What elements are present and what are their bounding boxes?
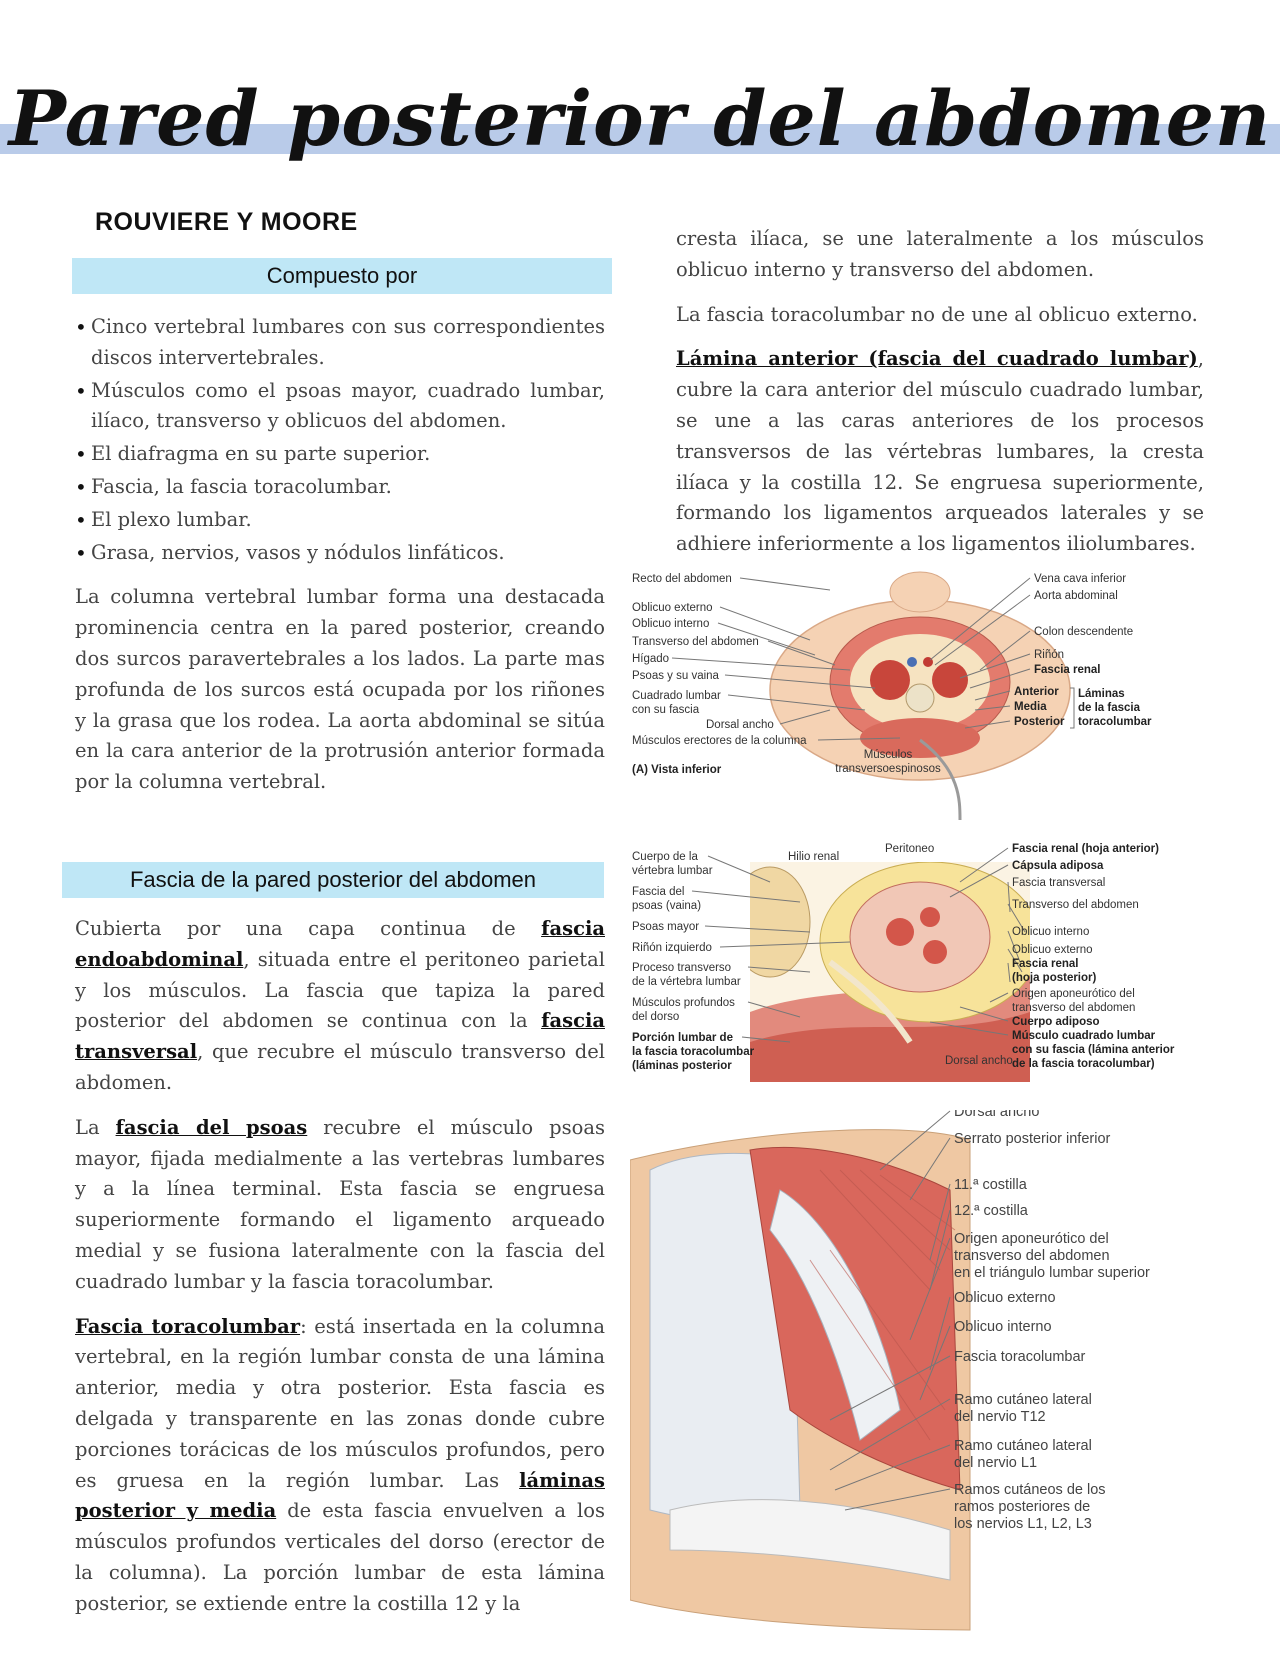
- label: de la vértebra lumbar: [632, 976, 741, 988]
- label: toracolumbar: [1078, 716, 1152, 728]
- text: La: [75, 1115, 116, 1139]
- page-title: Pared posterior del abdomen: [8, 74, 1272, 163]
- paragraph-cresta: cresta ilíaca, se une lateralmente a los músculos oblicuo interno y transverso del abdomen.: [676, 227, 1204, 281]
- label: Láminas: [1078, 688, 1125, 700]
- text: , cubre la cara anterior del músculo cuadrado lumbar, se une a las caras anteriores de los procesos transversos de las vértebras lumbares, la cresta ilíaca y la costilla 12. Se engruesa superiormente, formando los ligamentos arqueados laterales y se adhiere inferiormente a los ligamentos iliolumbares.: [676, 347, 1204, 556]
- label: de la fascia toracolumbar): [1012, 1058, 1155, 1070]
- list-item: • Cinco vertebral lumbares con sus correspondientes discos intervertebrales.: [75, 312, 605, 374]
- paragraph-psoas: [75, 1113, 605, 1298]
- label: Fascia renal: [1034, 664, 1101, 676]
- label: Aorta abdominal: [1034, 590, 1118, 602]
- list-item: • El diafragma en su parte superior.: [75, 439, 605, 470]
- label: Oblicuo interno: [1012, 926, 1090, 938]
- list-item: • Grasa, nervios, vasos y nódulos linfáticos.: [75, 538, 605, 569]
- label: 12.ª costilla: [954, 1203, 1028, 1219]
- label: con su fascia: [632, 704, 700, 716]
- label: Oblicuo externo: [954, 1290, 1056, 1306]
- label: Hígado: [632, 653, 670, 665]
- label: Transverso del abdomen: [1012, 899, 1139, 911]
- term-fascia-endoabdominal: fascia endoabdominal: [75, 917, 605, 971]
- label: (hoja posterior): [1012, 972, 1097, 984]
- label: Psoas y su vaina: [632, 670, 719, 682]
- label: Vena cava inferior: [1034, 573, 1127, 585]
- label: en el triángulo lumbar superior: [954, 1265, 1150, 1281]
- label: vértebra lumbar: [632, 865, 713, 877]
- label: con su fascia (lámina anterior: [1012, 1044, 1175, 1056]
- term-fascia-psoas: fascia del psoas: [115, 1115, 308, 1139]
- kidney-illustration: [630, 842, 1250, 1102]
- label: Fascia toracolumbar: [954, 1349, 1086, 1365]
- label: Dorsal ancho: [954, 1110, 1040, 1120]
- label: Oblicuo externo: [632, 602, 713, 614]
- figure1-right-labels: [1014, 573, 1152, 728]
- label: Recto del abdomen: [632, 573, 732, 585]
- label: psoas (vaina): [632, 900, 702, 912]
- label: Ramo cutáneo lateral: [954, 1392, 1092, 1408]
- label: Origen aponeurótico del: [1012, 988, 1135, 1000]
- list-item: • Fascia, la fascia toracolumbar.: [75, 472, 605, 503]
- label: Riñón izquierdo: [632, 942, 712, 954]
- label: Riñón: [1034, 649, 1065, 661]
- label: Ramos cutáneos de los: [954, 1482, 1106, 1498]
- paragraph-columna: La columna vertebral lumbar forma una destacada prominencia centra en la pared posterior, creando dos surcos paravertebrales a los lados. La parte mas profunda de los surcos está ocupada por los riñones y la grasa que los rodea. La aorta abdominal se sitúa en la cara anterior de la protrusión anterior formada por la columna vertebral.: [75, 585, 605, 794]
- paragraph-oblicuo: La fascia toracolumbar no de une al oblicuo externo.: [676, 302, 1198, 326]
- figure-pared-posterior: [630, 1110, 1250, 1650]
- subtitle: ROUVIERE Y MOORE: [95, 208, 358, 236]
- label: Dorsal ancho: [706, 719, 774, 731]
- section-heading-fascia: Fascia de la pared posterior del abdomen: [62, 862, 604, 898]
- term-laminas: láminas posterior y media: [75, 1468, 605, 1523]
- dorsal-dissection-illustration: [630, 1110, 1250, 1650]
- composition-list-container: [75, 312, 605, 798]
- text: : está insertada en la columna vertebral, en la región lumbar consta de una lámina anterior, media y otra posterior. Esta fascia es delgada y transparente en las zonas donde cubre porciones torácicas de los músculos profundos, pero es gruesa en la región lumbar. Las: [75, 1314, 605, 1492]
- figure-vista-inferior: [630, 570, 1250, 820]
- label: Peritoneo: [885, 843, 935, 855]
- label: Transverso del abdomen: [632, 636, 759, 648]
- label: Fascia renal: [1012, 958, 1079, 970]
- label: Músculos erectores de la columna: [632, 735, 807, 747]
- label: Media: [1014, 701, 1047, 713]
- label: Fascia del: [632, 886, 685, 898]
- label: Hilio renal: [788, 851, 840, 863]
- label: (láminas posterior: [632, 1060, 732, 1072]
- paragraph-lamina-anterior: [676, 344, 1204, 560]
- list-item: • El plexo lumbar.: [75, 505, 605, 536]
- label: Oblicuo interno: [954, 1319, 1052, 1335]
- label: Oblicuo externo: [1012, 944, 1093, 956]
- label: Anterior: [1014, 686, 1059, 698]
- text: de esta fascia envuelven a los músculos profundos verticales del dorso (erector de la columna). La porción lumbar de esta lámina posterior, se extiende entre la costilla 12 y la: [75, 1499, 605, 1615]
- list-item: • Músculos como el psoas mayor, cuadrado lumbar, ilíaco, transverso y oblicuos del abdomen.: [75, 376, 605, 438]
- label: del dorso: [632, 1011, 680, 1023]
- label: Oblicuo interno: [632, 618, 710, 630]
- label: Colon descendente: [1034, 626, 1134, 638]
- label: Cuadrado lumbar: [632, 690, 721, 702]
- label: los nervios L1, L2, L3: [954, 1516, 1092, 1532]
- figure-fascia-renal: [630, 842, 1250, 1102]
- label: Músculo cuadrado lumbar: [1012, 1030, 1156, 1042]
- label: Psoas mayor: [632, 921, 700, 933]
- right-text-container: [676, 224, 1204, 560]
- label: transverso del abdomen: [1012, 1002, 1136, 1014]
- label: transverso del abdomen: [954, 1248, 1110, 1264]
- term-fascia-toracolumbar: Fascia toracolumbar: [75, 1314, 301, 1338]
- term-fascia-transversal: fascia transversal: [75, 1009, 605, 1064]
- term-lamina-anterior: Lámina anterior (fascia del cuadrado lumbar): [676, 347, 1198, 371]
- label: 11.ª costilla: [954, 1177, 1027, 1193]
- label: Dorsal ancho: [945, 1055, 1013, 1067]
- label: Cápsula adiposa: [1012, 860, 1104, 872]
- text: recubre el músculo psoas mayor, fijada medialmente a las vertebras lumbares y a la línea terminal. Esta fascia se engruesa superiormente formando el ligamento arqueado medial y se fusiona lateralmente con la fascia del cuadrado lumbar y la fascia toracolumbar.: [75, 1115, 605, 1293]
- label: Músculos: [863, 749, 913, 761]
- label: Serrato posterior inferior: [954, 1131, 1111, 1147]
- fascia-text-container: [75, 914, 605, 1620]
- label: Origen aponeurótico del: [954, 1231, 1109, 1247]
- figure-caption: (A) Vista inferior: [632, 764, 722, 776]
- paragraph-toracolumbar: [75, 1312, 605, 1620]
- label: Fascia renal (hoja anterior): [1012, 843, 1159, 855]
- label: Fascia transversal: [1012, 877, 1106, 889]
- label: ramos posteriores de: [954, 1499, 1091, 1515]
- figure2-left-labels: [632, 851, 755, 1072]
- label: de la fascia: [1078, 702, 1141, 714]
- text: Cubierta por una capa continua de: [75, 917, 542, 940]
- paragraph-endoabdominal: [75, 914, 605, 1099]
- text: , situada entre el peritoneo parietal y los músculos. La fascia que tapiza la pared posterior del abdomen se continua con la: [75, 947, 605, 1033]
- label: Cuerpo de la: [632, 851, 698, 863]
- text: , que recubre el músculo transverso del abdomen.: [75, 1040, 605, 1094]
- label: del nervio L1: [954, 1455, 1038, 1471]
- label: Posterior: [1014, 716, 1065, 728]
- label: Ramo cutáneo lateral: [954, 1438, 1092, 1454]
- cross-section-illustration: [630, 570, 1250, 820]
- composition-list: [75, 312, 605, 568]
- label: la fascia toracolumbar: [632, 1046, 755, 1058]
- section-heading-compuesto: Compuesto por: [72, 258, 612, 294]
- label: Cuerpo adiposo: [1012, 1016, 1100, 1028]
- label: transversoespinosos: [835, 763, 941, 775]
- label: Proceso transverso: [632, 962, 732, 974]
- label: Porción lumbar de: [632, 1032, 733, 1044]
- label: del nervio T12: [954, 1409, 1046, 1425]
- label: Músculos profundos: [632, 997, 735, 1009]
